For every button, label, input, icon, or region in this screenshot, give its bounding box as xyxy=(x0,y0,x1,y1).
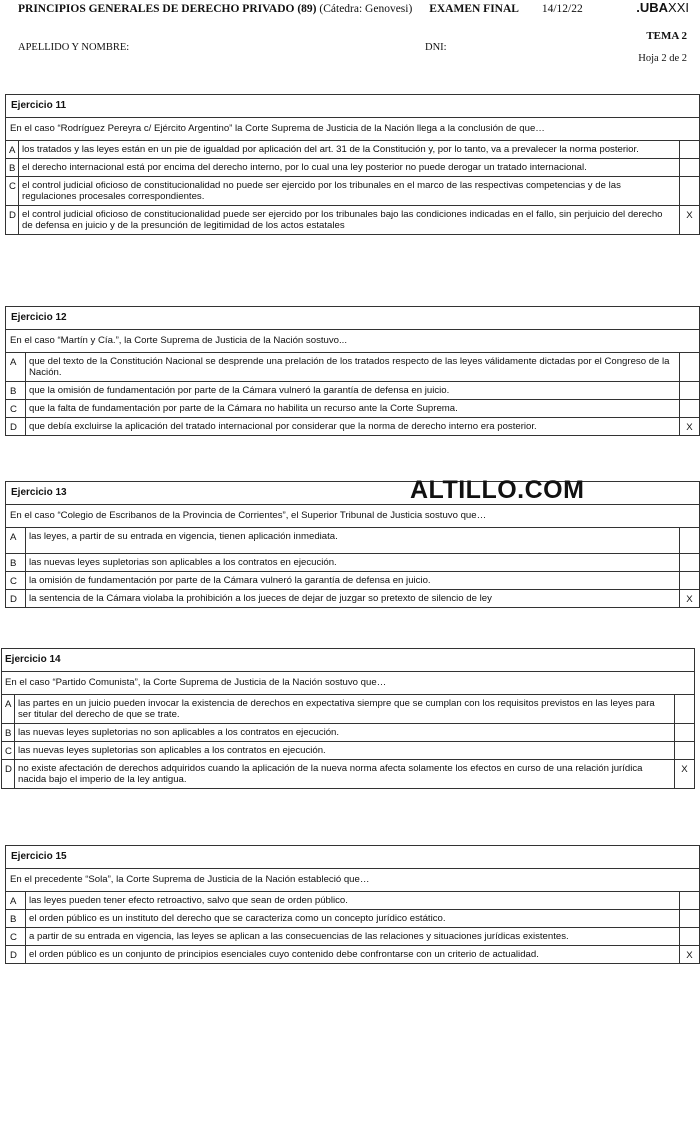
option-letter: B xyxy=(6,382,26,399)
option-text: el derecho internacional está por encima del derecho interno, por lo cual una ley posterior no puede derogar un tratado internacional. xyxy=(22,162,587,174)
answer-mark xyxy=(674,695,694,723)
answer-mark xyxy=(679,528,699,553)
option-text: la omisión de fundamentación por parte de la Cámara vulneró la garantía de defensa en juicio. xyxy=(29,575,431,587)
option-c[interactable] xyxy=(6,400,699,418)
option-d[interactable] xyxy=(6,590,699,607)
uba-logo xyxy=(636,0,689,15)
exercise-15 xyxy=(5,845,700,964)
option-c[interactable] xyxy=(6,572,699,590)
option-b[interactable] xyxy=(6,554,699,572)
answer-mark: X xyxy=(674,760,694,788)
option-text: el control judicial oficioso de constitucionalidad puede ser ejercido por los tribunales bajo las condiciones indicadas en el fallo, sin perjuicio del derecho de defensa en juicio y de la presunción de legitimidad de los actos estatales xyxy=(22,209,663,232)
option-text: a partir de su entrada en vigencia, las leyes se aplican a las consecuencias de las relaciones y situaciones jurídicas existentes. xyxy=(29,931,569,943)
option-d[interactable] xyxy=(6,946,699,963)
option-letter: A xyxy=(6,141,19,158)
answer-mark xyxy=(679,353,699,381)
answer-mark: X xyxy=(679,206,699,234)
apellido-label: APELLIDO Y NOMBRE: xyxy=(18,42,130,53)
exam-type: EXAMEN FINAL xyxy=(429,3,519,15)
option-letter: B xyxy=(6,910,26,927)
answer-mark: X xyxy=(679,946,699,963)
option-text: que la omisión de fundamentación por parte de la Cámara vulneró la garantía de defensa en juicio. xyxy=(29,385,450,397)
option-letter: C xyxy=(6,177,19,205)
option-c[interactable] xyxy=(2,742,694,760)
answer-mark xyxy=(674,742,694,759)
answer-mark xyxy=(679,554,699,571)
option-text: que debía excluirse la aplicación del tratado internacional por considerar que la norma de derecho interno era posterior. xyxy=(29,421,537,433)
option-c[interactable] xyxy=(6,177,699,206)
option-b[interactable] xyxy=(6,910,699,928)
option-text: que la falta de fundamentación por parte de la Cámara no habilita un recurso ante la Corte Suprema. xyxy=(29,403,458,415)
option-d[interactable] xyxy=(6,418,699,435)
option-a[interactable] xyxy=(2,695,694,724)
exercise-title: Ejercicio 13 xyxy=(6,482,699,505)
option-letter: A xyxy=(6,892,26,909)
answer-mark xyxy=(679,892,699,909)
exercise-question: En el caso “Partido Comunista”, la Corte Suprema de Justicia de la Nación sostuvo que… xyxy=(2,672,694,695)
option-letter: A xyxy=(2,695,15,723)
option-letter: C xyxy=(6,400,26,417)
option-letter: B xyxy=(6,554,26,571)
exercise-11 xyxy=(5,94,700,235)
option-text: las leyes, a partir de su entrada en vigencia, tienen aplicación inmediata. xyxy=(29,531,338,542)
watermark: ALTILLO.COM xyxy=(410,476,585,504)
option-text: el control judicial oficioso de constitucionalidad no puede ser ejercido por los tribunales en el marco de las respectivas competencias y de las regulaciones procesales correspondientes. xyxy=(22,180,621,203)
answer-mark xyxy=(679,141,699,158)
option-text: las nuevas leyes supletorias son aplicables a los contratos en ejecución. xyxy=(29,557,337,568)
catedra-label: (Cátedra: Genovesi) xyxy=(319,3,413,15)
exercise-title: Ejercicio 14 xyxy=(2,649,694,672)
option-a[interactable] xyxy=(6,141,699,159)
exercise-title: Ejercicio 15 xyxy=(6,846,699,869)
option-letter: A xyxy=(6,353,26,381)
option-d[interactable] xyxy=(2,760,694,788)
option-letter: A xyxy=(6,528,26,553)
option-letter: C xyxy=(2,742,15,759)
exam-date: 14/12/22 xyxy=(541,3,583,15)
option-a[interactable] xyxy=(6,353,699,382)
answer-mark: X xyxy=(679,418,699,435)
option-letter: D xyxy=(6,946,26,963)
exercise-question: En el caso “Colegio de Escribanos de la Provincia de Corrientes”, el Superior Tribunal de Justicia sostuvo que… xyxy=(6,505,699,528)
uba-logo-bold: .UBA xyxy=(636,0,669,15)
option-text: las nuevas leyes supletorias son aplicables a los contratos en ejecución. xyxy=(18,745,326,757)
dni-label: DNI: xyxy=(425,42,447,53)
option-a[interactable] xyxy=(6,892,699,910)
exercise-title: Ejercicio 12 xyxy=(6,307,699,330)
answer-mark xyxy=(679,177,699,205)
option-text: los tratados y las leyes están en un pie de igualdad por aplicación del art. 31 de la Constitución y, por lo tanto, va a prevalecer la norma posterior. xyxy=(22,144,639,155)
option-letter: D xyxy=(6,206,19,234)
option-letter: D xyxy=(6,590,26,607)
option-c[interactable] xyxy=(6,928,699,946)
exercise-14 xyxy=(1,648,695,789)
exercise-13 xyxy=(5,481,700,608)
option-text: no existe afectación de derechos adquiridos cuando la aplicación de la nueva norma afecta solamente los efectos en curso de una relación jurídica nacida bajo el imperio de la ley antigua. xyxy=(18,763,643,786)
page-indicator: Hoja 2 de 2 xyxy=(638,53,687,64)
exercise-question: En el caso “Martín y Cía.”, la Corte Suprema de Justicia de la Nación sostuvo... xyxy=(6,330,699,353)
option-text: las leyes pueden tener efecto retroactivo, salvo que sean de orden público. xyxy=(29,895,348,906)
answer-mark xyxy=(679,910,699,927)
option-letter: D xyxy=(6,418,26,435)
course-title: PRINCIPIOS GENERALES DE DERECHO PRIVADO (89) xyxy=(18,3,317,15)
exercise-question: En el caso “Rodríguez Pereyra c/ Ejército Argentino” la Corte Suprema de Justicia de la Nación llega a la conclusión de que… xyxy=(6,118,699,141)
answer-mark xyxy=(679,400,699,417)
option-text: las nuevas leyes supletorias no son aplicables a los contratos en ejecución. xyxy=(18,727,340,739)
exercise-12 xyxy=(5,306,700,436)
option-letter: C xyxy=(6,928,26,945)
option-text: la sentencia de la Cámara violaba la prohibición a los jueces de dejar de juzgar so pretexto de silencio de ley xyxy=(29,593,492,605)
answer-mark xyxy=(679,159,699,176)
answer-mark xyxy=(679,572,699,589)
option-letter: C xyxy=(6,572,26,589)
uba-logo-rest: XXI xyxy=(668,0,689,15)
option-b[interactable] xyxy=(6,382,699,400)
option-b[interactable] xyxy=(2,724,694,742)
option-text: el orden público es un conjunto de principios esenciales cuyo contenido debe confrontarse con un criterio de actualidad. xyxy=(29,949,539,961)
option-a[interactable] xyxy=(6,528,699,554)
answer-mark xyxy=(674,724,694,741)
tema-label: TEMA 2 xyxy=(646,30,687,42)
option-text: el orden público es un instituto del derecho que se caracteriza como un concepto jurídico estático. xyxy=(29,913,446,925)
option-b[interactable] xyxy=(6,159,699,177)
option-letter: B xyxy=(2,724,15,741)
answer-mark: X xyxy=(679,590,699,607)
option-text: que del texto de la Constitución Nacional se desprende una prelación de los tratados respecto de las leyes válidamente dictadas por el Congreso de la Nación. xyxy=(29,356,670,379)
option-d[interactable] xyxy=(6,206,699,234)
answer-mark xyxy=(679,928,699,945)
option-text: las partes en un juicio pueden invocar la existencia de derechos en expectativa siempre que se cumplan con los requisitos previstos en las leyes para ser titular del derecho de que se trate. xyxy=(18,698,655,721)
exercise-title: Ejercicio 11 xyxy=(6,95,699,118)
option-letter: D xyxy=(2,760,15,788)
exam-header-line xyxy=(18,3,583,15)
option-letter: B xyxy=(6,159,19,176)
exercise-question: En el precedente “Sola”, la Corte Suprema de Justicia de la Nación estableció que… xyxy=(6,869,699,892)
answer-mark xyxy=(679,382,699,399)
